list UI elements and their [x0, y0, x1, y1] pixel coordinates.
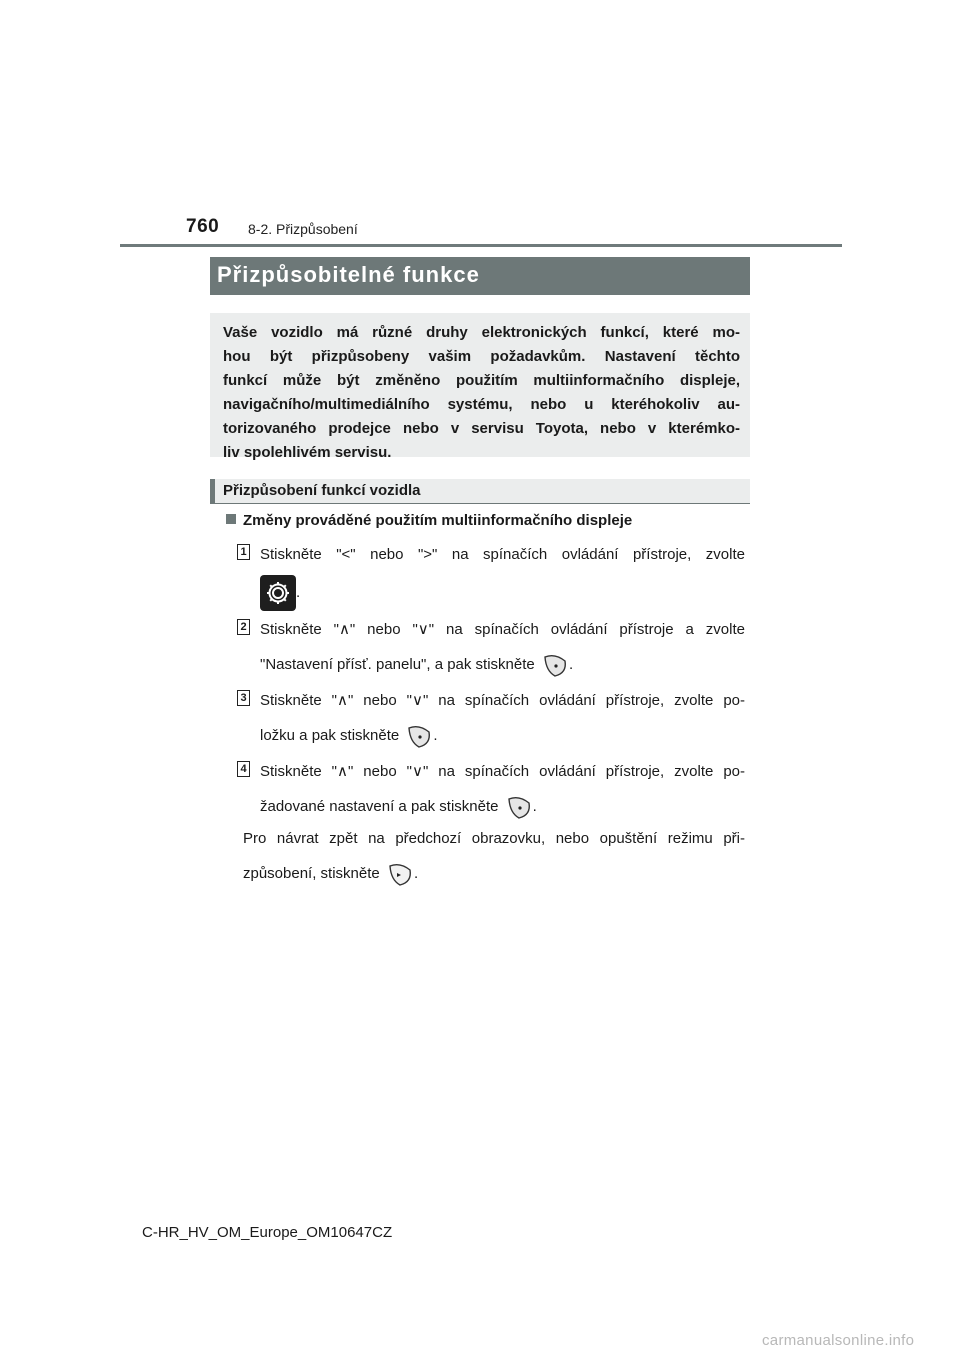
bullet-heading [226, 511, 632, 531]
square-bullet-icon [226, 514, 236, 524]
step-line: Stiskněte "∧" nebo "∨" na spínačích ovládání přístroje, zvolte po- [260, 692, 745, 709]
step-line: . [296, 584, 301, 601]
step-line: žadované nastavení a pak stiskněte [260, 798, 499, 815]
subsection-title: Přizpůsobení funkcí vozidla [210, 479, 750, 504]
ok-button-icon [505, 793, 533, 821]
note-line-end: . [413, 865, 419, 882]
note-line: způsobení, stiskněte [243, 865, 380, 882]
step-2-text [260, 612, 745, 682]
ok-button-icon [541, 651, 569, 679]
intro-box [210, 313, 750, 461]
subsection-divider [210, 503, 750, 504]
header-divider [120, 244, 842, 247]
step-number-badge: 1 [237, 544, 250, 560]
back-button-icon [386, 860, 414, 888]
manual-code: C-HR_HV_OM_Europe_OM10647CZ [142, 1224, 393, 1241]
bullet-heading-text: Změny prováděné použitím multiinformačního displeje [243, 512, 633, 529]
intro-line: torizovaného prodejce nebo v servisu Toyota, nebo v kterémko- [223, 420, 740, 437]
step-number-badge: 2 [237, 619, 250, 635]
step-line: Stiskněte "<" nebo ">" na spínačích ovládání přístroje, zvolte [260, 546, 745, 563]
step-line: ložku a pak stiskněte [260, 727, 400, 744]
page-number: 760 [186, 216, 220, 237]
intro-line: liv spolehlivém servisu. [223, 444, 392, 461]
step-line-end: . [433, 727, 438, 744]
step-1-text [260, 537, 745, 614]
page-title: Přizpůsobitelné funkce [210, 257, 750, 295]
step-number-badge: 3 [237, 690, 250, 706]
step-line-end: . [532, 798, 537, 815]
intro-line: Vaše vozidlo má různé druhy elektronických funkcí, které mo- [223, 324, 740, 341]
note-line: Pro návrat zpět na předchozí obrazovku, nebo opuštění režimu při- [243, 830, 745, 847]
intro-line: hou být přizpůsobeny vašim požadavkům. Nastavení těchto [223, 348, 740, 365]
step-line: Stiskněte "∧" nebo "∨" na spínačích ovládání přístroje, zvolte po- [260, 763, 745, 780]
step-3-text [260, 683, 745, 753]
intro-line: funkcí může být změněno použitím multiinformačního displeje, [223, 372, 740, 389]
intro-line: navigačního/multimediálního systému, nebo u kteréhokoliv au- [223, 396, 740, 413]
watermark: carmanualsonline.info [762, 1332, 915, 1349]
section-reference: 8-2. Přizpůsobení [248, 221, 358, 237]
step-line-end: . [568, 656, 574, 673]
step-line: Stiskněte "∧" nebo "∨" na spínačích ovládání přístroje a zvolte [260, 621, 745, 638]
step-line: "Nastavení přísť. panelu", a pak stiskněte [260, 656, 535, 673]
gear-icon [260, 575, 296, 611]
step-4-text [260, 754, 745, 824]
return-note [243, 821, 745, 891]
step-number-badge: 4 [237, 761, 250, 777]
ok-button-icon [405, 722, 433, 750]
